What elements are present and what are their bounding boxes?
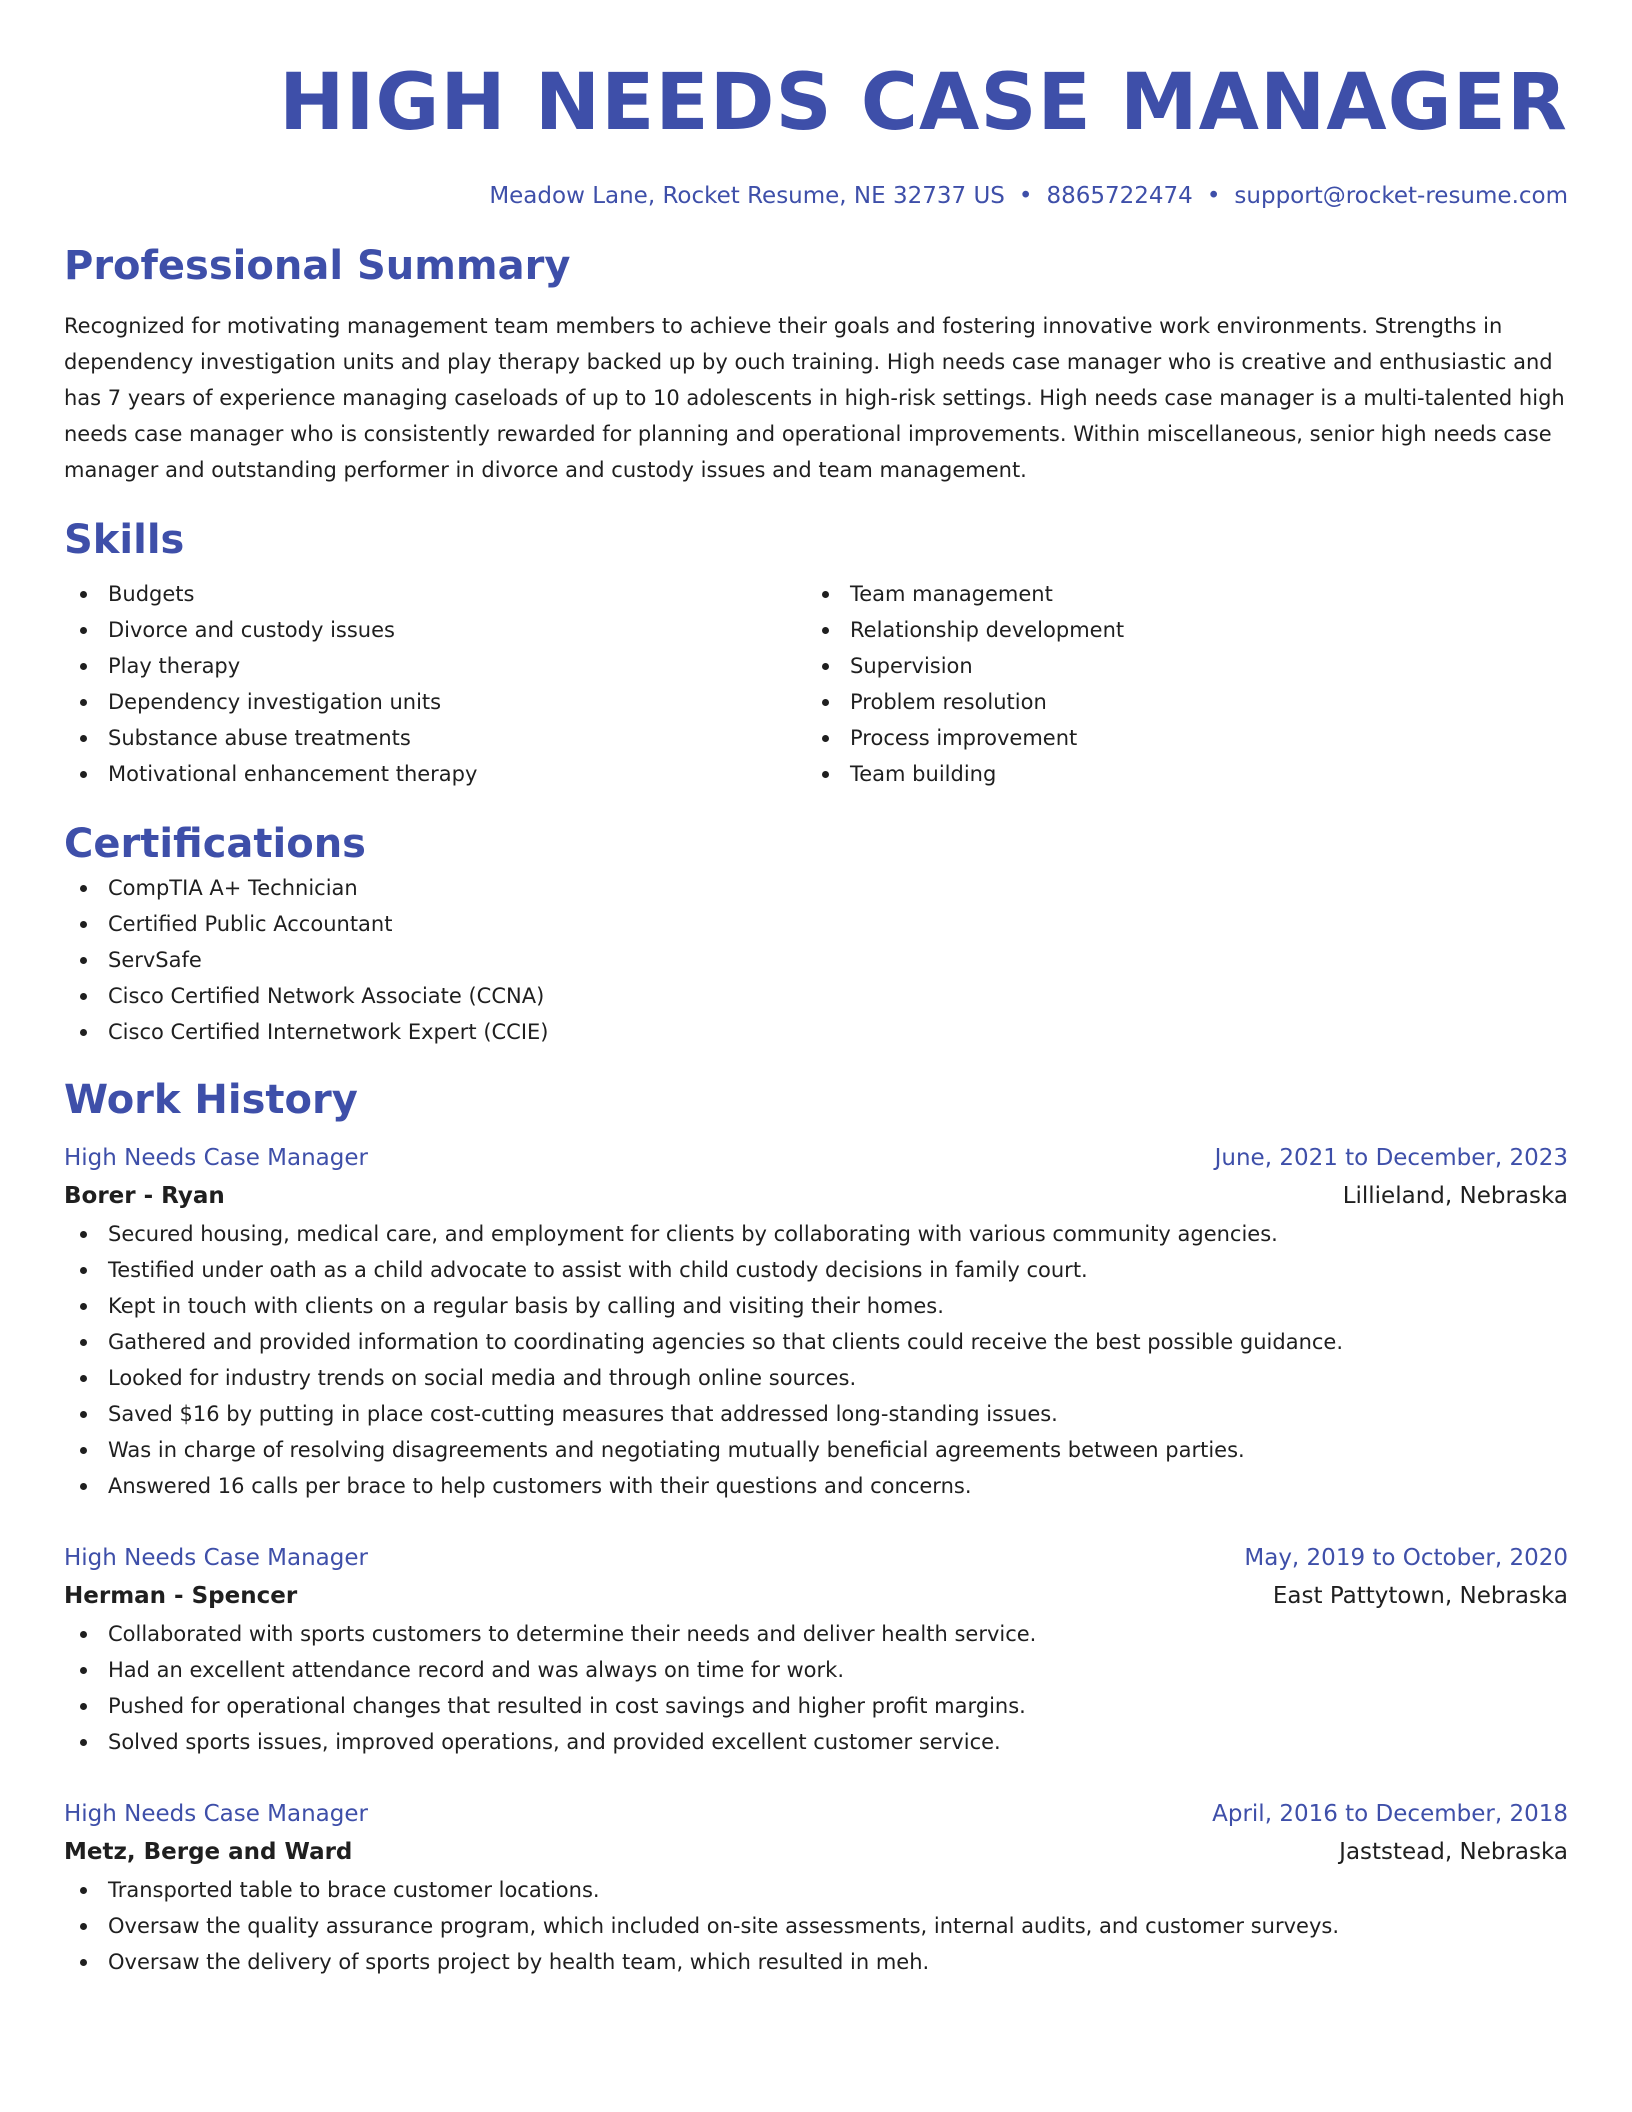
job-bullet: Transported table to brace customer locations. [64,1872,1568,1908]
skills-heading: Skills [64,517,185,563]
skill-item: Play therapy [64,648,806,684]
skill-item: Team building [806,756,1548,792]
job-bullet: Kept in touch with clients on a regular basis by calling and visiting their homes. [64,1288,1568,1324]
job-entry [64,1140,1568,1504]
skill-item: Team management [806,576,1548,612]
contact-address: Meadow Lane, Rocket Resume, NE 32737 US [489,183,1005,209]
certification-item: ServSafe [64,942,1568,978]
job-bullet: Secured housing, medical care, and employment for clients by collaborating with various community agencies. [64,1216,1568,1252]
job-header-row [64,1540,1568,1576]
job-bullet: Gathered and provided information to coordinating agencies so that clients could receive the best possible guidance. [64,1324,1568,1360]
job-dates: April, 2016 to December, 2018 [1212,1801,1568,1827]
job-bullet: Was in charge of resolving disagreements and negotiating mutually beneficial agreements between parties. [64,1432,1568,1468]
certification-item: Certified Public Accountant [64,906,1568,942]
contact-line [64,180,1568,212]
skill-item: Problem resolution [806,684,1548,720]
job-bullet: Oversaw the quality assurance program, which included on-site assessments, internal audits, and customer surveys. [64,1908,1568,1944]
skill-item: Dependency investigation units [64,684,806,720]
skills-columns [64,576,1568,792]
skill-item: Budgets [64,576,806,612]
job-header-row [64,1140,1568,1176]
contact-separator: • [1018,183,1033,209]
job-location: Lillieland, Nebraska [1342,1183,1568,1209]
skills-column-left [64,576,806,792]
job-company-row [64,1176,1568,1216]
job-bullet: Looked for industry trends on social media and through online sources. [64,1360,1568,1396]
summary-text: Recognized for motivating management team members to achieve their goals and fostering innovative work environments. Strengths in dependency investigation units and play therapy backed up by ouch training. High needs case manager who is creative and enthusiastic and has 7 years of experience managing caseloads of up to 10 adolescents in high-risk settings. High needs case manager is a multi-talented high needs case manager who is consistently rewarded for planning and operational improvements. Within miscellaneous, senior high needs case manager and outstanding performer in divorce and custody issues and team management. [64,314,1565,482]
job-title: High Needs Case Manager [64,1545,368,1571]
job-location: Jaststead, Nebraska [1339,1839,1568,1865]
resume-name: HIGH NEEDS CASE MANAGER [279,58,1568,148]
certifications-list [64,870,1568,1050]
job-dates: May, 2019 to October, 2020 [1244,1545,1568,1571]
certifications-heading: Certifications [64,821,366,867]
skill-item: Substance abuse treatments [64,720,806,756]
job-company-row [64,1576,1568,1616]
job-entry [64,1796,1568,1980]
job-bullets [64,1616,1568,1760]
job-entry [64,1540,1568,1760]
job-bullet: Had an excellent attendance record and was always on time for work. [64,1652,1568,1688]
skill-item: Divorce and custody issues [64,612,806,648]
job-company: Metz, Berge and Ward [64,1839,353,1865]
skill-item: Supervision [806,648,1548,684]
skills-column-right [806,576,1548,792]
job-bullet: Pushed for operational changes that resulted in cost savings and higher profit margins. [64,1688,1568,1724]
contact-separator: • [1206,183,1221,209]
skill-item: Relationship development [806,612,1548,648]
skills-list-left [64,576,806,792]
job-title: High Needs Case Manager [64,1801,368,1827]
skill-item: Process improvement [806,720,1548,756]
skill-item: Motivational enhancement therapy [64,756,806,792]
summary-heading: Professional Summary [64,243,571,289]
job-bullet: Answered 16 calls per brace to help customers with their questions and concerns. [64,1468,1568,1504]
job-bullet: Solved sports issues, improved operations, and provided excellent customer service. [64,1724,1568,1760]
skills-list-right [806,576,1548,792]
job-bullets [64,1872,1568,1980]
contact-email: support@rocket-resume.com [1234,183,1568,209]
job-title: High Needs Case Manager [64,1145,368,1171]
job-dates: June, 2021 to December, 2023 [1214,1145,1568,1171]
contact-phone: 8865722474 [1046,183,1193,209]
certification-item: Cisco Certified Network Associate (CCNA) [64,978,1568,1014]
job-bullet: Collaborated with sports customers to determine their needs and deliver health service. [64,1616,1568,1652]
job-company-row [64,1832,1568,1872]
job-bullet: Saved $16 by putting in place cost-cutting measures that addressed long-standing issues. [64,1396,1568,1432]
job-company: Herman - Spencer [64,1583,298,1609]
job-bullet: Oversaw the delivery of sports project by health team, which resulted in meh. [64,1944,1568,1980]
job-location: East Pattytown, Nebraska [1272,1583,1568,1609]
certification-item: CompTIA A+ Technician [64,870,1568,906]
work-history-heading: Work History [64,1077,358,1123]
job-bullets [64,1216,1568,1504]
job-company: Borer - Ryan [64,1183,225,1209]
certification-item: Cisco Certified Internetwork Expert (CCIE) [64,1014,1568,1050]
job-bullet: Testified under oath as a child advocate to assist with child custody decisions in family court. [64,1252,1568,1288]
job-header-row [64,1796,1568,1832]
